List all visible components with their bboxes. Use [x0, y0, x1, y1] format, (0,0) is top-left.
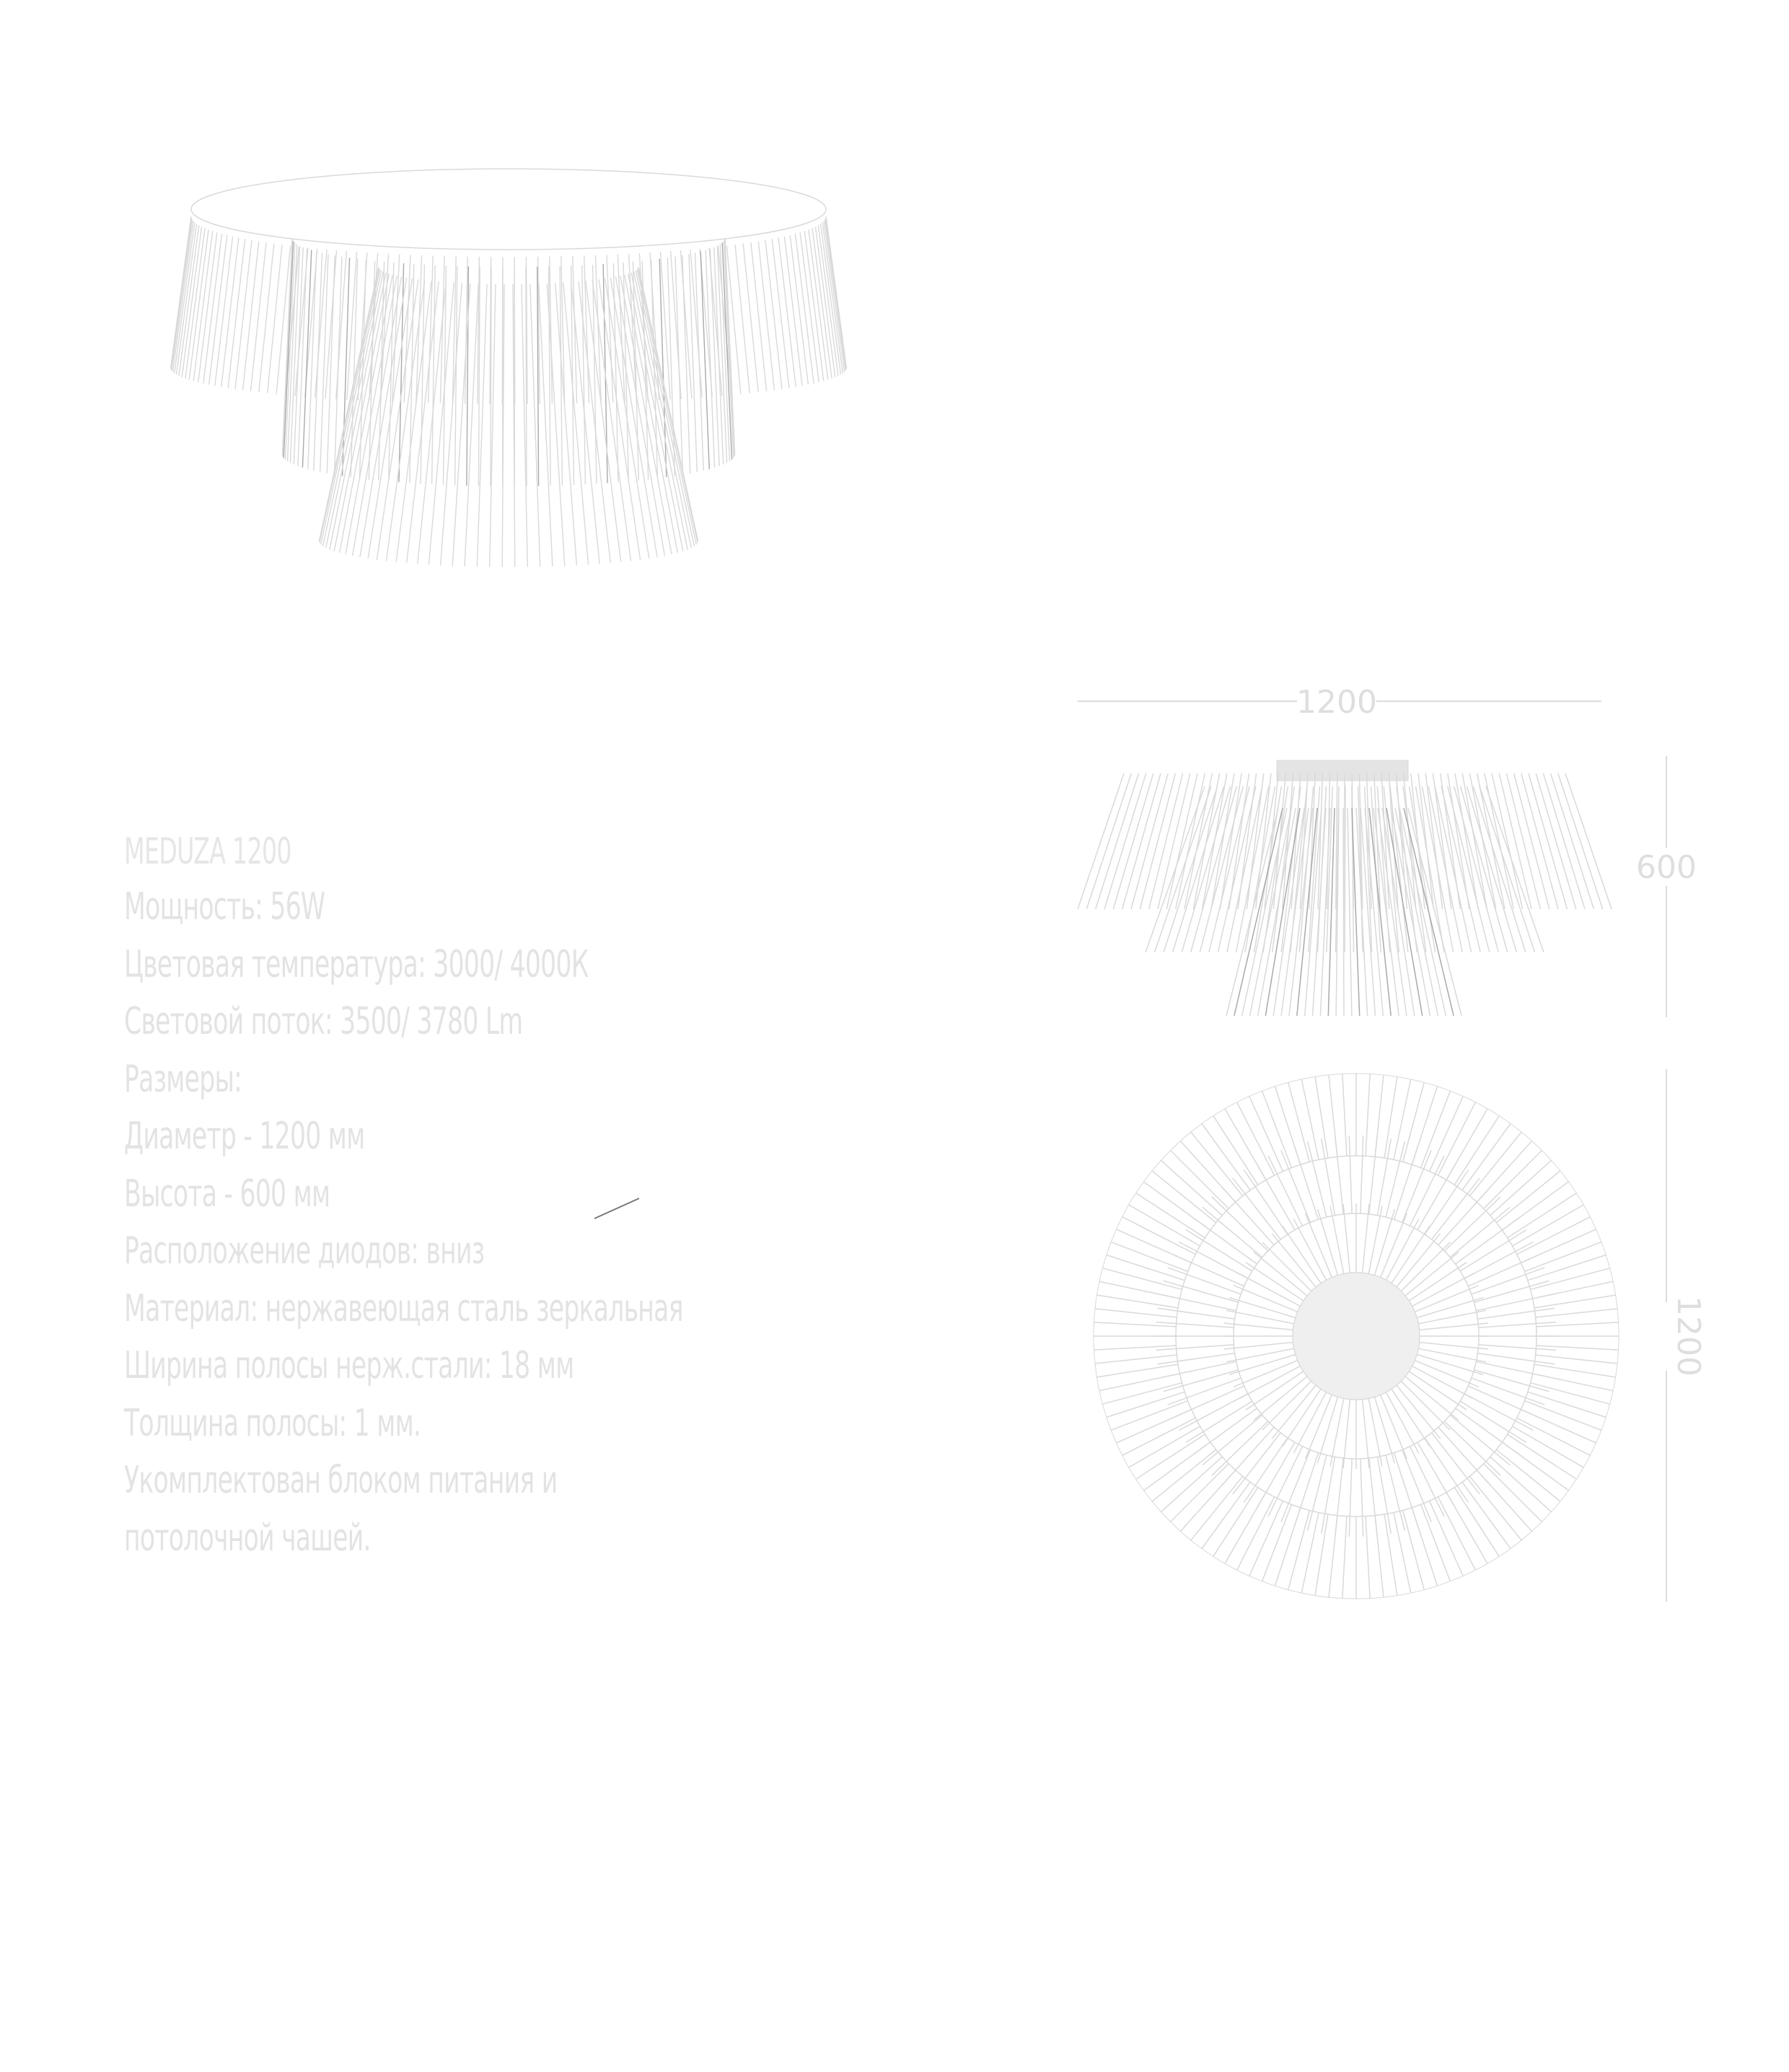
- spec-included-line-2: потолочной чашей.: [124, 1516, 371, 1560]
- spec-power: Мощность: 56W: [124, 885, 325, 929]
- spec-color-temperature: Цветовая температура: 3000/ 4000К: [124, 942, 589, 986]
- chandelier-perspective-render: [137, 152, 873, 678]
- spec-height: Высота - 600 мм: [124, 1172, 330, 1216]
- spec-dimensions-heading: Размеры:: [124, 1057, 242, 1101]
- product-title: MEDUZA 1200: [124, 830, 291, 872]
- height-dimension-label: 600: [1636, 849, 1697, 886]
- diameter-dimension-label: 1200: [1670, 1296, 1707, 1377]
- side-tier-2: [1226, 808, 1461, 1016]
- side-elevation-drawing: [1068, 678, 1731, 1039]
- spec-diameter: Диаметр - 1200 мм: [124, 1115, 365, 1158]
- render-tier-0: [171, 216, 847, 404]
- spec-included-line-1: Укомплектован блоком питания и: [124, 1459, 558, 1502]
- spec-strip-thickness: Толщина полосы: 1 мм.: [124, 1401, 421, 1445]
- stray-mark: [592, 1194, 649, 1223]
- top-rim: [191, 169, 826, 250]
- ceiling-canopy: [1293, 1273, 1420, 1400]
- render-tier-2: [319, 267, 698, 567]
- ceiling-canopy: [1277, 760, 1408, 781]
- width-dimension-label: 1200: [1296, 684, 1377, 721]
- spec-material: Материал: нержавеющая сталь зеркальная: [124, 1286, 683, 1330]
- spec-diode-placement: Расположение диодов: вниз: [124, 1229, 485, 1273]
- top-view-drawing: [1068, 1053, 1731, 1616]
- spec-luminous-flux: Световой поток: 3500/ 3780 Lm: [124, 1000, 523, 1043]
- product-specs: [124, 824, 845, 1567]
- spec-strip-width: Ширина полосы нерж.стали: 18 мм: [124, 1344, 574, 1387]
